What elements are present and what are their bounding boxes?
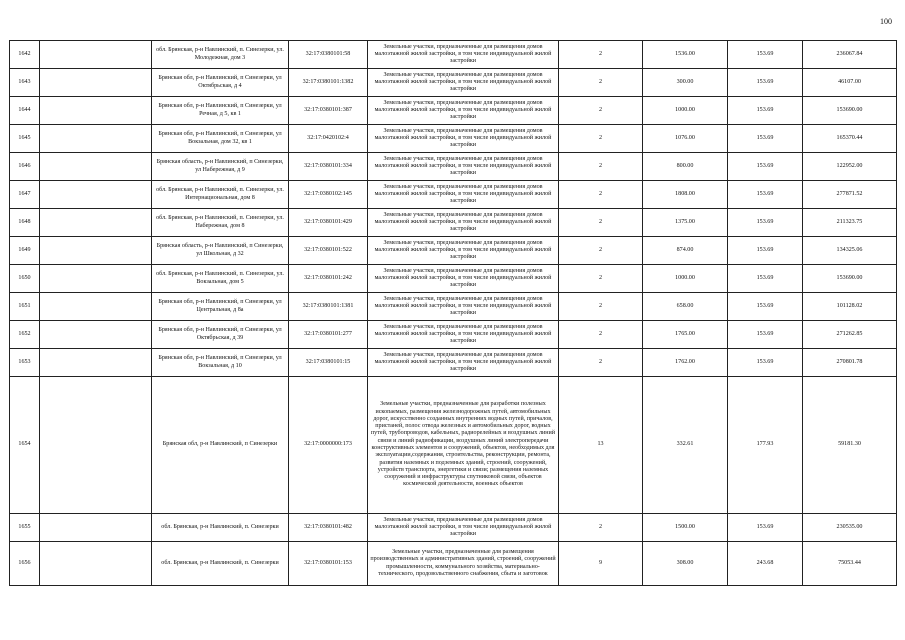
specific-value-cell: 153.69 <box>728 41 803 69</box>
category-code-cell: 9 <box>559 542 643 586</box>
page-number: 100 <box>880 17 892 26</box>
address-cell: Брянская обл, р-н Навлинский, п Синезерки, ул Вокзальная, дом 32, кв 1 <box>152 125 289 153</box>
table-row <box>10 321 897 349</box>
row-number: 1649 <box>10 237 40 265</box>
empty-cell <box>40 125 152 153</box>
empty-cell <box>40 153 152 181</box>
table-row <box>10 293 897 321</box>
table-row <box>10 125 897 153</box>
cadastral-value-cell: 153690.00 <box>803 97 897 125</box>
cadastral-number-cell: 32:17:0380101:1381 <box>289 293 368 321</box>
empty-cell <box>40 265 152 293</box>
table-row <box>10 542 897 586</box>
area-cell: 658.00 <box>643 293 728 321</box>
cadastral-value-cell: 230535.00 <box>803 514 897 542</box>
cadastral-value-cell: 101128.02 <box>803 293 897 321</box>
category-code-cell: 2 <box>559 265 643 293</box>
permitted-use-cell: Земельные участки, предназначенные для размещения домов малоэтажной жилой застройки, в том числе индивидуальной жилой застройки <box>368 41 559 69</box>
address-cell: Брянская область, р-н Навлинский, п Синезерки, ул Школьная, д 32 <box>152 237 289 265</box>
category-code-cell: 2 <box>559 153 643 181</box>
cadastral-number-cell: 32:17:0380101:429 <box>289 209 368 237</box>
cadastral-number-cell: 32:17:0380101:15 <box>289 349 368 377</box>
area-cell: 308.00 <box>643 542 728 586</box>
row-number: 1648 <box>10 209 40 237</box>
row-number: 1653 <box>10 349 40 377</box>
category-code-cell: 2 <box>559 237 643 265</box>
row-number: 1644 <box>10 97 40 125</box>
address-cell: Брянская обл, р-н Навлинский, п Синезерки, ул Октябрьская, д 4 <box>152 69 289 97</box>
table-row <box>10 181 897 209</box>
table-row <box>10 265 897 293</box>
empty-cell <box>40 542 152 586</box>
specific-value-cell: 153.69 <box>728 69 803 97</box>
area-cell: 1762.00 <box>643 349 728 377</box>
empty-cell <box>40 97 152 125</box>
permitted-use-cell: Земельные участки, предназначенные для размещения домов малоэтажной жилой застройки, в том числе индивидуальной жилой застройки <box>368 349 559 377</box>
empty-cell <box>40 377 152 514</box>
category-code-cell: 2 <box>559 181 643 209</box>
cadastral-value-cell: 122952.00 <box>803 153 897 181</box>
table-row <box>10 153 897 181</box>
category-code-cell: 2 <box>559 514 643 542</box>
permitted-use-cell: Земельные участки, предназначенные для размещения домов малоэтажной жилой застройки, в том числе индивидуальной жилой застройки <box>368 209 559 237</box>
table-row <box>10 97 897 125</box>
cadastral-number-cell: 32:17:0380101:522 <box>289 237 368 265</box>
row-number: 1642 <box>10 41 40 69</box>
empty-cell <box>40 321 152 349</box>
cadastral-number-cell: 32:17:0380101:1382 <box>289 69 368 97</box>
address-cell: обл. Брянская, р-н Навлинский, п. Синезерки <box>152 514 289 542</box>
permitted-use-cell: Земельные участки, предназначенные для размещения домов малоэтажной жилой застройки, в том числе индивидуальной жилой застройки <box>368 237 559 265</box>
address-cell: Брянская обл, р-н Навлинский, п Синезерки, ул Речная, д 5, кв 1 <box>152 97 289 125</box>
specific-value-cell: 153.69 <box>728 97 803 125</box>
specific-value-cell: 153.69 <box>728 181 803 209</box>
permitted-use-cell: Земельные участки, предназначенные для размещения домов малоэтажной жилой застройки, в том числе индивидуальной жилой застройки <box>368 125 559 153</box>
cadastral-number-cell: 32:17:0380101:58 <box>289 41 368 69</box>
area-cell: 1536.00 <box>643 41 728 69</box>
permitted-use-cell: Земельные участки, предназначенные для размещения домов малоэтажной жилой застройки, в том числе индивидуальной жилой застройки <box>368 514 559 542</box>
row-number: 1652 <box>10 321 40 349</box>
cadastral-value-cell: 59181.30 <box>803 377 897 514</box>
table-row <box>10 209 897 237</box>
address-cell: Брянская обл, р-н Навлинский, п Синезерки, ул Вокзальная, д 10 <box>152 349 289 377</box>
empty-cell <box>40 181 152 209</box>
area-cell: 332.61 <box>643 377 728 514</box>
row-number: 1655 <box>10 514 40 542</box>
cadastral-number-cell: 32:17:0380102:145 <box>289 181 368 209</box>
cadastral-value-cell: 165370.44 <box>803 125 897 153</box>
category-code-cell: 2 <box>559 209 643 237</box>
permitted-use-cell: Земельные участки, предназначенные для размещения производственных и административных зданий, строений, сооружений промышленности, коммунального хозяйства, материально-технического, продовольственного снабжения, сбыта и заготовок <box>368 542 559 586</box>
empty-cell <box>40 293 152 321</box>
cadastral-number-cell: 32:17:0380101:387 <box>289 97 368 125</box>
area-cell: 1000.00 <box>643 97 728 125</box>
category-code-cell: 13 <box>559 377 643 514</box>
row-number: 1651 <box>10 293 40 321</box>
specific-value-cell: 153.69 <box>728 349 803 377</box>
cadastral-number-cell: 32:17:0380101:334 <box>289 153 368 181</box>
area-cell: 1765.00 <box>643 321 728 349</box>
address-cell: обл. Брянская, р-н Навлинский, п. Синезерки, ул. Вокзальная, дом 5 <box>152 265 289 293</box>
empty-cell <box>40 209 152 237</box>
specific-value-cell: 153.69 <box>728 265 803 293</box>
category-code-cell: 2 <box>559 349 643 377</box>
empty-cell <box>40 514 152 542</box>
table-row <box>10 41 897 69</box>
permitted-use-cell: Земельные участки, предназначенные для размещения домов малоэтажной жилой застройки, в том числе индивидуальной жилой застройки <box>368 265 559 293</box>
cadastral-value-cell: 211323.75 <box>803 209 897 237</box>
cadastral-value-cell: 46107.00 <box>803 69 897 97</box>
specific-value-cell: 153.69 <box>728 237 803 265</box>
cadastral-number-cell: 32:17:0000000:173 <box>289 377 368 514</box>
cadastral-value-cell: 271262.85 <box>803 321 897 349</box>
specific-value-cell: 153.69 <box>728 514 803 542</box>
category-code-cell: 2 <box>559 293 643 321</box>
empty-cell <box>40 69 152 97</box>
empty-cell <box>40 41 152 69</box>
permitted-use-cell: Земельные участки, предназначенные для размещения домов малоэтажной жилой застройки, в том числе индивидуальной жилой застройки <box>368 321 559 349</box>
area-cell: 1808.00 <box>643 181 728 209</box>
area-cell: 800.00 <box>643 153 728 181</box>
area-cell: 300.00 <box>643 69 728 97</box>
address-cell: Брянская область, р-н Навлинский, п Синезерки, ул Набережная, д 9 <box>152 153 289 181</box>
cadastral-table-body <box>10 41 897 586</box>
permitted-use-cell: Земельные участки, предназначенные для размещения домов малоэтажной жилой застройки, в том числе индивидуальной жилой застройки <box>368 69 559 97</box>
row-number: 1643 <box>10 69 40 97</box>
cadastral-value-cell: 270801.78 <box>803 349 897 377</box>
category-code-cell: 2 <box>559 97 643 125</box>
table-row <box>10 69 897 97</box>
specific-value-cell: 153.69 <box>728 293 803 321</box>
category-code-cell: 2 <box>559 125 643 153</box>
address-cell: обл. Брянская, р-н Навлинский, п. Синезерки <box>152 542 289 586</box>
cadastral-number-cell: 32:17:0380101:242 <box>289 265 368 293</box>
address-cell: обл. Брянская, р-н Навлинский, п. Синезерки, ул. Молодежная, дом 3 <box>152 41 289 69</box>
area-cell: 874.00 <box>643 237 728 265</box>
permitted-use-cell: Земельные участки, предназначенные для размещения домов малоэтажной жилой застройки, в том числе индивидуальной жилой застройки <box>368 293 559 321</box>
cadastral-value-cell: 134325.06 <box>803 237 897 265</box>
category-code-cell: 2 <box>559 321 643 349</box>
area-cell: 1500.00 <box>643 514 728 542</box>
address-cell: Брянская обл, р-н Навлинский, п Синезерки, ул Октябрьская, д 39 <box>152 321 289 349</box>
permitted-use-cell: Земельные участки, предназначенные для разработки полезных ископаемых, размещения железнодорожных путей, автомобильных дорог, искусственно созданных внутренних водных путей, причалов, пристаней, полос отвода железных и автомобильных дорог, водных путей, трубопроводов, кабельных, радиорелейных и воздушных линий связи и линий радиофикации, воздушных линий электропередачи конструктивных элементов и сооружений, объектов, необходимых для эксплуатации,содержания, строительства, реконструкции, ремонта, развития наземных и подземных зданий, строений, сооружений, устройств транспорта, энергетики и связи; размещения наземных сооружений и инфраструктуры спутниковой связи, объектов космической деятельности, военных объектов <box>368 377 559 514</box>
specific-value-cell: 153.69 <box>728 209 803 237</box>
cadastral-number-cell: 32:17:0380101:482 <box>289 514 368 542</box>
table-row <box>10 377 897 514</box>
cadastral-table <box>9 40 897 586</box>
specific-value-cell: 177.93 <box>728 377 803 514</box>
table-row <box>10 237 897 265</box>
cadastral-value-cell: 153690.00 <box>803 265 897 293</box>
cadastral-value-cell: 277871.52 <box>803 181 897 209</box>
empty-cell <box>40 349 152 377</box>
cadastral-value-cell: 236067.84 <box>803 41 897 69</box>
category-code-cell: 2 <box>559 41 643 69</box>
row-number: 1646 <box>10 153 40 181</box>
row-number: 1654 <box>10 377 40 514</box>
address-cell: обл. Брянская, р-н Навлинский, п. Синезерки, ул. Набережная, дом 8 <box>152 209 289 237</box>
table-row <box>10 514 897 542</box>
row-number: 1656 <box>10 542 40 586</box>
cadastral-number-cell: 32:17:0420102:4 <box>289 125 368 153</box>
cadastral-value-cell: 75053.44 <box>803 542 897 586</box>
cadastral-number-cell: 32:17:0380101:277 <box>289 321 368 349</box>
area-cell: 1076.00 <box>643 125 728 153</box>
address-cell: обл. Брянская, р-н Навлинский, п. Синезерки, ул. Интернациональная, дом 8 <box>152 181 289 209</box>
table-row <box>10 349 897 377</box>
specific-value-cell: 153.69 <box>728 125 803 153</box>
row-number: 1647 <box>10 181 40 209</box>
specific-value-cell: 153.69 <box>728 321 803 349</box>
row-number: 1650 <box>10 265 40 293</box>
specific-value-cell: 243.68 <box>728 542 803 586</box>
cadastral-number-cell: 32:17:0380101:153 <box>289 542 368 586</box>
address-cell: Брянская обл, р-н Навлинский, п Синезерки <box>152 377 289 514</box>
category-code-cell: 2 <box>559 69 643 97</box>
permitted-use-cell: Земельные участки, предназначенные для размещения домов малоэтажной жилой застройки, в том числе индивидуальной жилой застройки <box>368 181 559 209</box>
permitted-use-cell: Земельные участки, предназначенные для размещения домов малоэтажной жилой застройки, в том числе индивидуальной жилой застройки <box>368 97 559 125</box>
permitted-use-cell: Земельные участки, предназначенные для размещения домов малоэтажной жилой застройки, в том числе индивидуальной жилой застройки <box>368 153 559 181</box>
empty-cell <box>40 237 152 265</box>
row-number: 1645 <box>10 125 40 153</box>
specific-value-cell: 153.69 <box>728 153 803 181</box>
area-cell: 1000.00 <box>643 265 728 293</box>
area-cell: 1375.00 <box>643 209 728 237</box>
address-cell: Брянская обл, р-н Навлинский, п Синезерки, ул Центральная, д 8а <box>152 293 289 321</box>
